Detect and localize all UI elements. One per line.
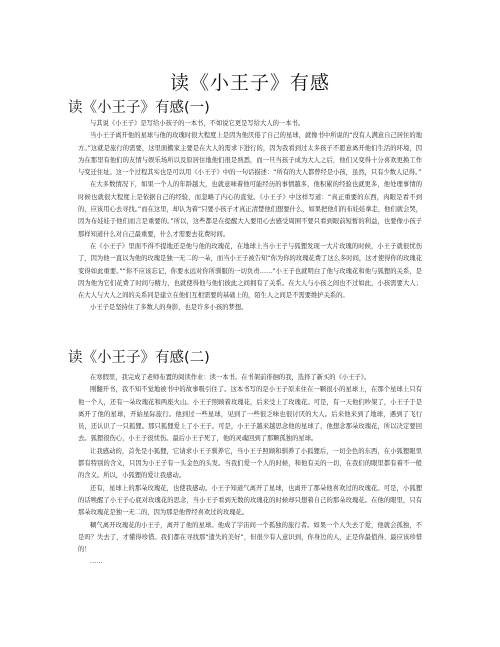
paragraph: 小王子是坚持住了多数人的身影，也是许多小孩的梦想。 bbox=[90, 304, 248, 312]
paragraph: 与其说《小王子》是写给小孩子的一本书，不如说它更是写给大人的一本书。 bbox=[90, 120, 305, 127]
document-title: 读《小王子》有感 bbox=[169, 72, 330, 94]
section-body-1 bbox=[78, 118, 422, 346]
paragraph: 当小王子离开他的星球与他的玫瑰时很大程度上是因为他厌倦了自己的星球，就像书中所说的“没有人满意自己居住的地方。”这就是旅行的需要，这里面搬家主要是在大人的需求下进行的，因为我看到过太多孩子不愿意离开他们生活的环境，因为在那里有他们的友情与娱乐场所以及原居住地他们很是熟悉，而一旦当孩子成为大人之后，他们又变得十分喜欢更换工作与变迁住址。这一个过程其实也是可以用《小王子》中的一句话描述：“所有的大人都曾经是小孩，虽然，只有少数人记得。” bbox=[78, 132, 422, 177]
paragraph: 在大多数情况下，如果一个人的年龄越大，也就意味着他可能经历的事情越多，他积累的经验也就更多，他处理事情的时候也就很大程度上是依据自己的经验，而忽略了内心的直觉。《小王子》中这样写道：“真正重要的东西，肉眼是看不到的，应该用心去寻找。”而在这里，却认为着“只要小孩子才真正清楚他们想要什么，如果把他们的布娃娃拿走，他们就会哭，因为布娃娃于他们而言是重要的。”所以，这些都是在提醒大人要用心去感受周围不要只看到眼前短暂的利益，也要像小孩子那样知道什么对自己最重要，什么才需要去花费时间。 bbox=[78, 181, 422, 238]
paragraph: 刚翻开书，我不知不觉地被书中的故事吸引住了。这本书写的是小王子原来住在一颗很小的星球上，在那个星球上只有他一个人，还有一朵玫瑰花和两座火山。小王子照顾着玫瑰花，后来受上了玫瑰花。可是，有一天他们吵架了，小王子于是离开了他的星球，开始星际旅行。他到过一些星球，见到了一些很乏味也很讨厌的大人。后来他来到了地球，遇到了飞行员，还认识了一只狐狸。那只狐狸爱上了小王子。可是，小王子越来越思念他的星球了，他想念那朵玫瑰花，所以决定要回去。狐狸很伤心，小王子很忧伤。最后小王子死了，他的灵魂回到了那颗孤独的星球。 bbox=[78, 386, 422, 443]
section-heading-1: 读《小王子》有感(一) bbox=[68, 100, 210, 116]
paragraph: 糊气离开玫瑰花的小王子，离开了他的星球。他成了宇宙间一个孤独的旅行者。如果一个人失去了爱，他就会孤独，不是吗？失去了，才懂得珍惜。我们都在寻找那“遗失的美好”，但很少有人意识到，你身边的人，正是你最值得、最应该珍惜的！ bbox=[78, 521, 422, 554]
paragraph: 还有，星球上的那朵玫瑰花，也使我感动。小王子知道气离开了星球，也离开了那朵他喜欢过的玫瑰花。可是，小狐狸的话唤醒了小王子心底对玫瑰花的思念，当小王子看到无数的玫瑰花的时候却只想着自己的那朵玫瑰花。在他的眼里，只有那朵玫瑰花是独一无二的，因为那是他曾经喜欢过的玫瑰花。 bbox=[78, 484, 422, 517]
section-heading-2: 读《小王子》有感(二) bbox=[68, 350, 210, 366]
paragraph: 让我感动的，首先是小狐狸，它请求小王子驯养它，当小王子照顾和驯养了小狐狸后，一切全色的东西，在小狐狸眼里都有特别的含义，只因为小王子有一头金色的头发。当我们爱一个人的时候，和他有关的一切，在我们的眼里都有着不一般的含义。所以，小狐狸的爱让我感动。 bbox=[78, 447, 422, 480]
section-body-2 bbox=[78, 372, 422, 634]
ellipsis: …… bbox=[90, 558, 103, 566]
paragraph: 在《小王子》里面不得不提地还是他与他的玫瑰花，在地球上当小王子与狐狸发现一大片玫瑰的时候，小王子就很忧伤了，因为他一直以为他的玫瑰是独一无二的一朵，而当小王子被告知“你为你的玫瑰花费了这么多时间，这才使得你的玫瑰花变得如此重要。”“你不应该忘记，你要永远对你所驯服的一切负责……”小王子也就明白了他与玫瑰花和他与狐狸的关系，是因为他为它们花费了时间与精力，也就使得他与他们彼此之间拥有了关系。在大人与小孩之间也不过如此，小孩需要大人；在大人与大人之间的关系同是建立在他们互相需要的基础上的，陌生人之间是不需要维护关系的。 bbox=[78, 242, 422, 300]
paragraph: 在寒假里，我完成了老师布置的阅读作业：读一本书。在书架前徘徊的我，选择了新买的《小王子》。 bbox=[90, 374, 371, 381]
